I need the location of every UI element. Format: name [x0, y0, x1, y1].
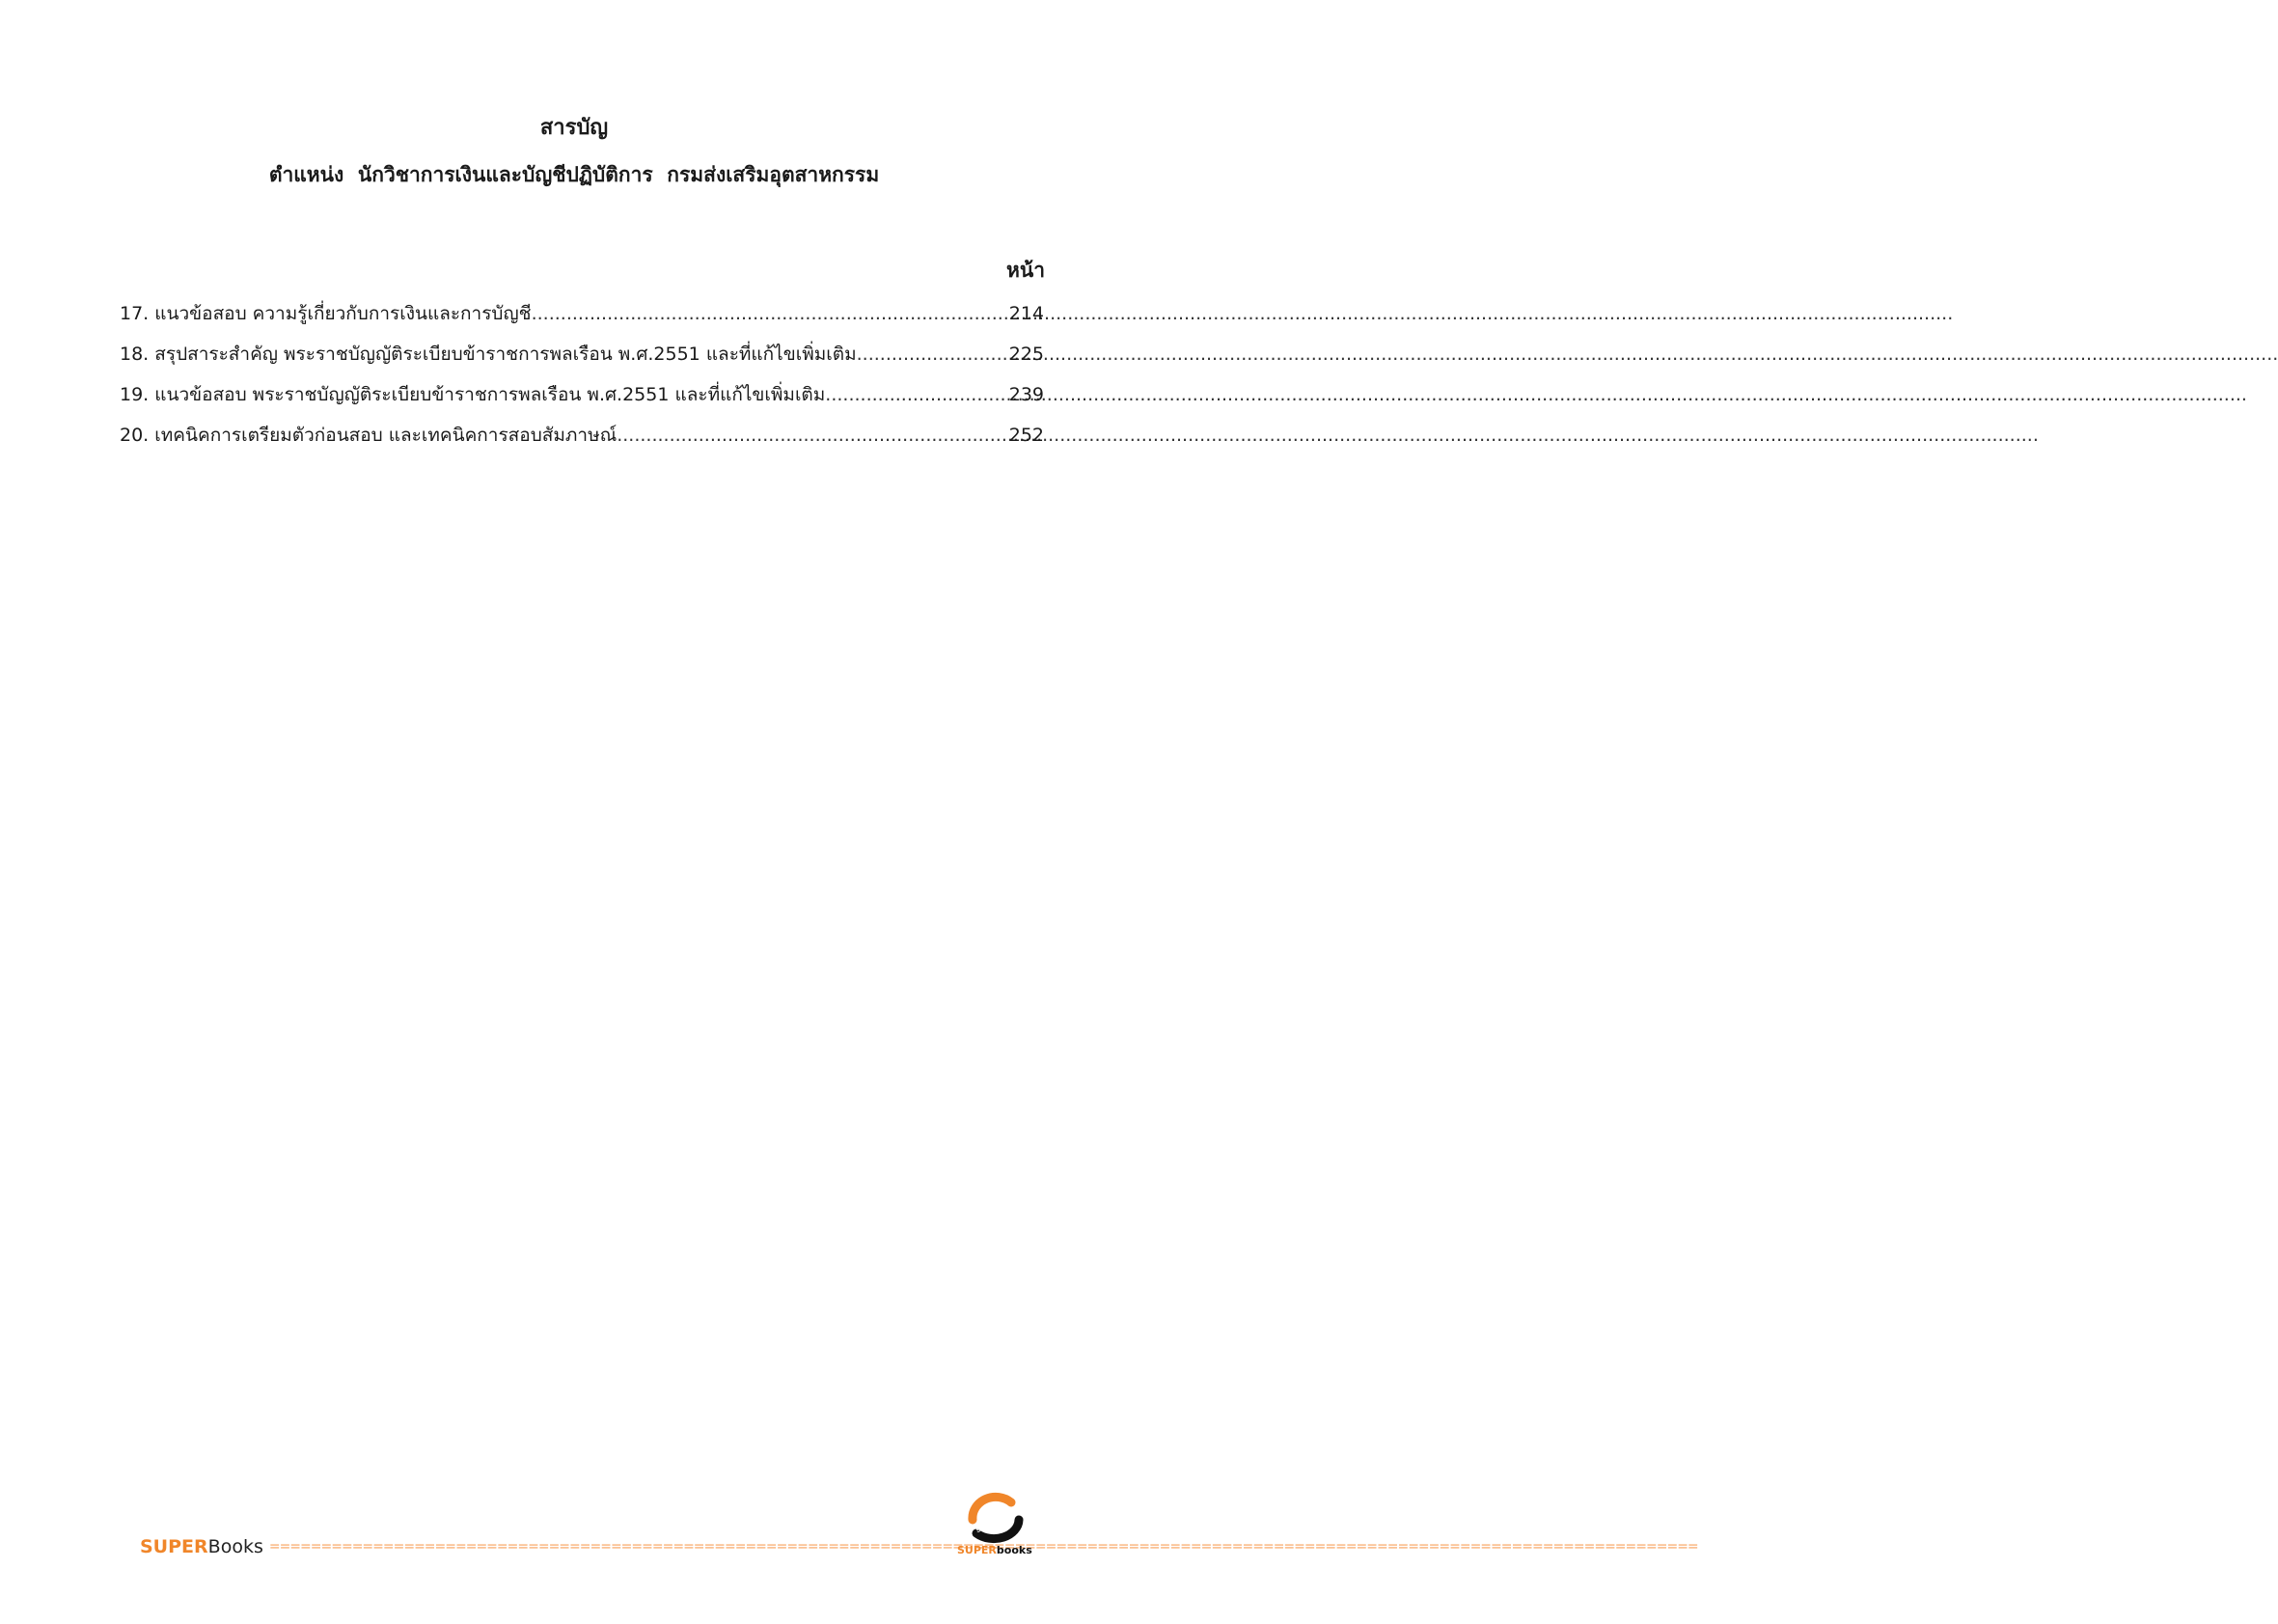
- footer-brand: [140, 1534, 263, 1559]
- footer-brand-super: SUPER: [140, 1536, 208, 1557]
- page-subtitle: ตำแหน่ง นักวิชาการเงินและบัญชีปฏิบัติการ กรมส่งเสริมอุตสาหกรรม: [268, 163, 880, 186]
- toc-entry-title: เทคนิคการเตรียมตัวก่อนสอบ และเทคนิคการสอบสัมภาษณ์: [154, 425, 618, 446]
- toc-entry[interactable]: [120, 299, 1044, 340]
- page-footer: [140, 1534, 979, 1559]
- toc-entry-page: 225: [1008, 344, 1044, 365]
- toc-entry-title: สรุปสาระสำคัญ พระราชบัญญัติระเบียบข้าราชการพลเรือน พ.ศ.2551 และที่แก้ไขเพิ่มเติม: [154, 344, 857, 365]
- page-column-header: หน้า: [1006, 259, 1045, 282]
- toc-entry-page: 214: [1008, 303, 1044, 324]
- logo-wordmark-books: books: [996, 1544, 1032, 1556]
- toc-dot-leader: [825, 380, 969, 409]
- logo-wordmark-super: SUPER: [957, 1544, 997, 1556]
- footer-brand-books: Books: [207, 1536, 263, 1557]
- table-of-contents: [120, 299, 1044, 461]
- toc-entry-number: 17.: [120, 303, 155, 324]
- toc-entry-page: 252: [1008, 425, 1044, 446]
- page-title: สารบัญ: [539, 116, 609, 140]
- toc-entry-number: 18.: [120, 344, 155, 365]
- toc-dot-leader: [617, 421, 969, 450]
- logo-swoosh-text: SUPERbooks: [974, 1510, 1018, 1535]
- superbooks-logo-icon: [955, 1491, 1040, 1551]
- toc-entry-title: แนวข้อสอบ ความรู้เกี่ยวกับการเงินและการบัญชี: [154, 303, 532, 324]
- toc-entry-number: 19.: [120, 384, 155, 405]
- toc-entry-number: 20.: [120, 425, 155, 446]
- logo-wordmark: [957, 1544, 1032, 1557]
- toc-entry[interactable]: [120, 340, 1044, 380]
- toc-entry-page: 239: [1008, 384, 1044, 405]
- toc-dot-leader: [532, 299, 969, 328]
- superbooks-logo: [955, 1491, 1040, 1562]
- toc-entry[interactable]: [120, 380, 1044, 421]
- toc-entry[interactable]: [120, 421, 1044, 461]
- toc-entry-title: แนวข้อสอบ พระราชบัญญัติระเบียบข้าราชการพลเรือน พ.ศ.2551 และที่แก้ไขเพิ่มเติม: [154, 384, 826, 405]
- toc-dot-leader: [857, 340, 969, 369]
